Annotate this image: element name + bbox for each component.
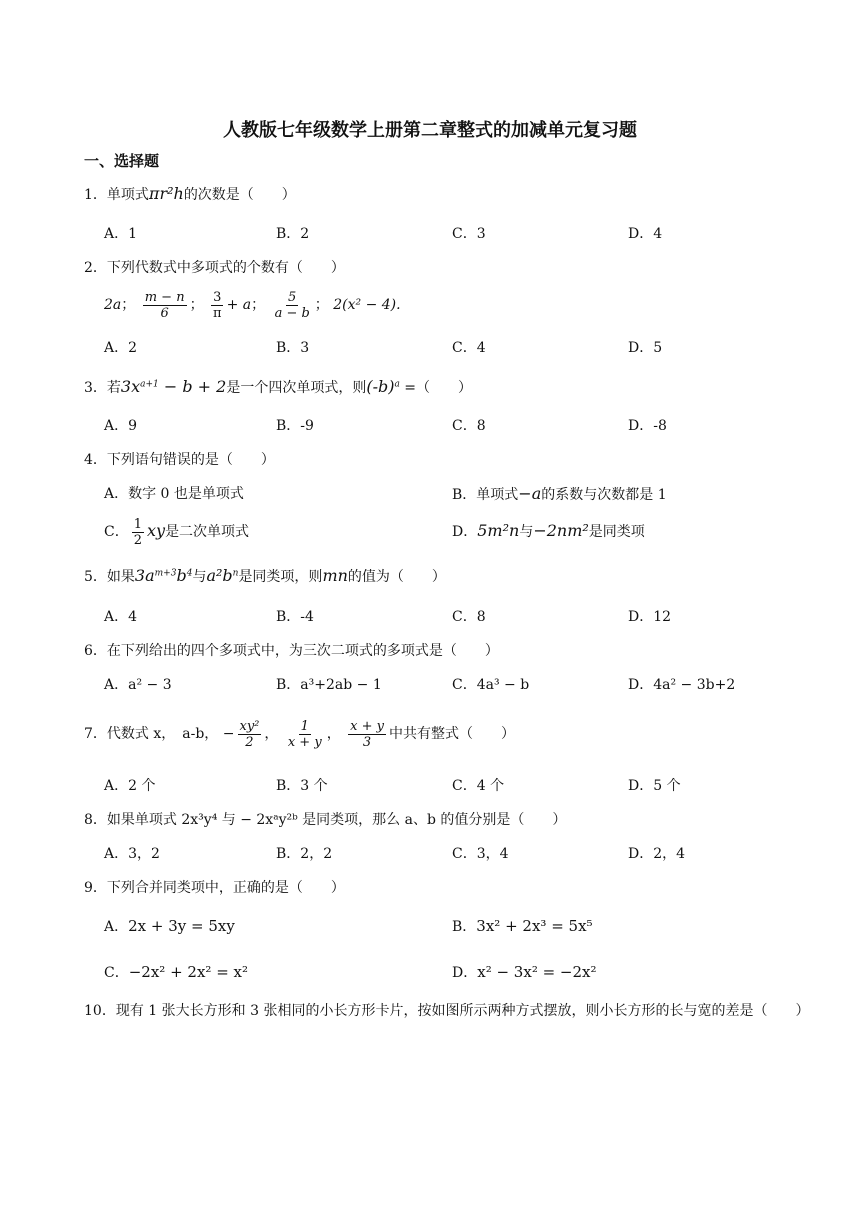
section-heading: 一、选择题 — [84, 152, 160, 170]
option-a[interactable]: A．4 — [104, 609, 138, 625]
option-d[interactable]: D．4a² − 3b+2 — [628, 677, 736, 693]
option-d[interactable]: D．4 — [628, 226, 663, 242]
option-c[interactable]: C．4 — [452, 340, 486, 356]
question-number: 4． — [84, 452, 107, 468]
option-c[interactable]: C．8 — [452, 609, 486, 625]
option-b[interactable]: B．单项式−a的系数与次数都是 1 — [452, 484, 667, 503]
option-d[interactable]: D．2，4 — [628, 846, 686, 862]
fraction: $\frac{\text{xy²}}{2}$ — [239, 718, 260, 750]
math-expression: πr²h — [148, 184, 184, 203]
option-b[interactable]: B．-4 — [276, 609, 314, 625]
fraction: $\frac{1}{x + y}$ — [287, 718, 322, 750]
question-number: 9． — [84, 880, 107, 896]
question-9: 9．下列合并同类项中，正确的是（ ） — [84, 880, 345, 896]
question-number: 8． — [84, 812, 107, 828]
question-10: 10．现有 1 张大长方形和 3 张相同的小长方形卡片，按如图所示两种方式摆放，则小长方形的长与宽的差是（ ） — [84, 1003, 810, 1019]
question-number: 6． — [84, 643, 107, 659]
fraction: $\frac{5}{a - b}$ — [274, 289, 310, 321]
question-3: 3．若$3x^{a+1} - b + 2$是一个四次单项式，则$(-b)^a$ =（ ） — [84, 377, 473, 396]
question-number: 10． — [84, 1003, 116, 1019]
option-d[interactable]: D．x² − 3x² = −2x² — [452, 963, 597, 981]
question-4: 4．下列语句错误的是（ ） — [84, 452, 275, 468]
option-b[interactable]: B．3 个 — [276, 778, 328, 794]
question-8: 8．如果单项式 2x³y⁴ 与 − 2xᵃy²ᵇ 是同类项，那么 a、b 的值分别是（ ） — [84, 812, 567, 828]
question-2-expressions: 2a； $\frac{m - n}{6}$ ； $\frac{3}{\pi}$ + a； $\frac{5}{a - b}$ ； 2(x² − 4). — [104, 289, 401, 321]
option-a[interactable]: A．数字 0 也是单项式 — [104, 486, 244, 502]
option-d[interactable]: D．5 — [628, 340, 663, 356]
option-c[interactable]: C．4 个 — [452, 778, 505, 794]
option-a[interactable]: A．2 — [104, 340, 138, 356]
question-6: 6．在下列给出的四个多项式中，为三次二项式的多项式是（ ） — [84, 643, 499, 659]
question-5: 5．如果$3a^{m+3}b^4$与$a^2b^n$是同类项，则mn的值为（ ） — [84, 566, 446, 585]
option-b[interactable]: B．2 — [276, 226, 310, 242]
question-number: 1． — [84, 187, 107, 203]
option-b[interactable]: B．2，2 — [276, 846, 333, 862]
fraction: $\frac{3}{\pi}$ — [213, 289, 222, 321]
option-c[interactable]: C．3 — [452, 226, 486, 242]
question-1: 1．单项式πr²h的次数是（ ） — [84, 184, 296, 203]
option-d[interactable]: D．5 个 — [628, 778, 681, 794]
page-title: 人教版七年级数学上册第二章整式的加减单元复习题 — [223, 120, 637, 141]
option-b[interactable]: B．a³+2ab − 1 — [276, 677, 382, 693]
option-a[interactable]: A．2 个 — [104, 778, 156, 794]
question-2: 2．下列代数式中多项式的个数有（ ） — [84, 260, 345, 276]
option-d[interactable]: D．5m²n与−2nm²是同类项 — [452, 521, 645, 540]
option-a[interactable]: A．9 — [104, 418, 138, 434]
option-c[interactable]: C． $\frac{1}{2}$ xy是二次单项式 — [104, 516, 250, 548]
question-number: 7． — [84, 726, 107, 742]
option-b[interactable]: B．3x² + 2x³ = 5x⁵ — [452, 917, 593, 935]
option-a[interactable]: A．2x + 3y = 5xy — [104, 917, 235, 935]
question-number: 3． — [84, 380, 107, 396]
question-number: 5． — [84, 569, 107, 585]
option-c[interactable]: C．4a³ − b — [452, 677, 530, 693]
option-c[interactable]: C．−2x² + 2x² = x² — [104, 963, 249, 981]
option-a[interactable]: A．3，2 — [104, 846, 160, 862]
option-a[interactable]: A．1 — [104, 226, 138, 242]
option-d[interactable]: D．-8 — [628, 418, 667, 434]
fraction: $\frac{x + y}{3}$ — [350, 718, 384, 750]
fraction: $\frac{m - n}{6}$ — [144, 289, 185, 321]
option-c[interactable]: C．8 — [452, 418, 486, 434]
option-a[interactable]: A．a² − 3 — [104, 677, 172, 693]
option-c[interactable]: C．3，4 — [452, 846, 509, 862]
question-7: 7．代数式 x， a-b， − $\frac{\text{xy²}}{2}$ ， $\frac{1}{x + y}$ ， $\frac{x + y}{3}$ 中共有整式（ ） — [84, 718, 515, 750]
option-b[interactable]: B．3 — [276, 340, 310, 356]
option-d[interactable]: D．12 — [628, 609, 672, 625]
question-number: 2． — [84, 260, 107, 276]
option-b[interactable]: B．-9 — [276, 418, 314, 434]
